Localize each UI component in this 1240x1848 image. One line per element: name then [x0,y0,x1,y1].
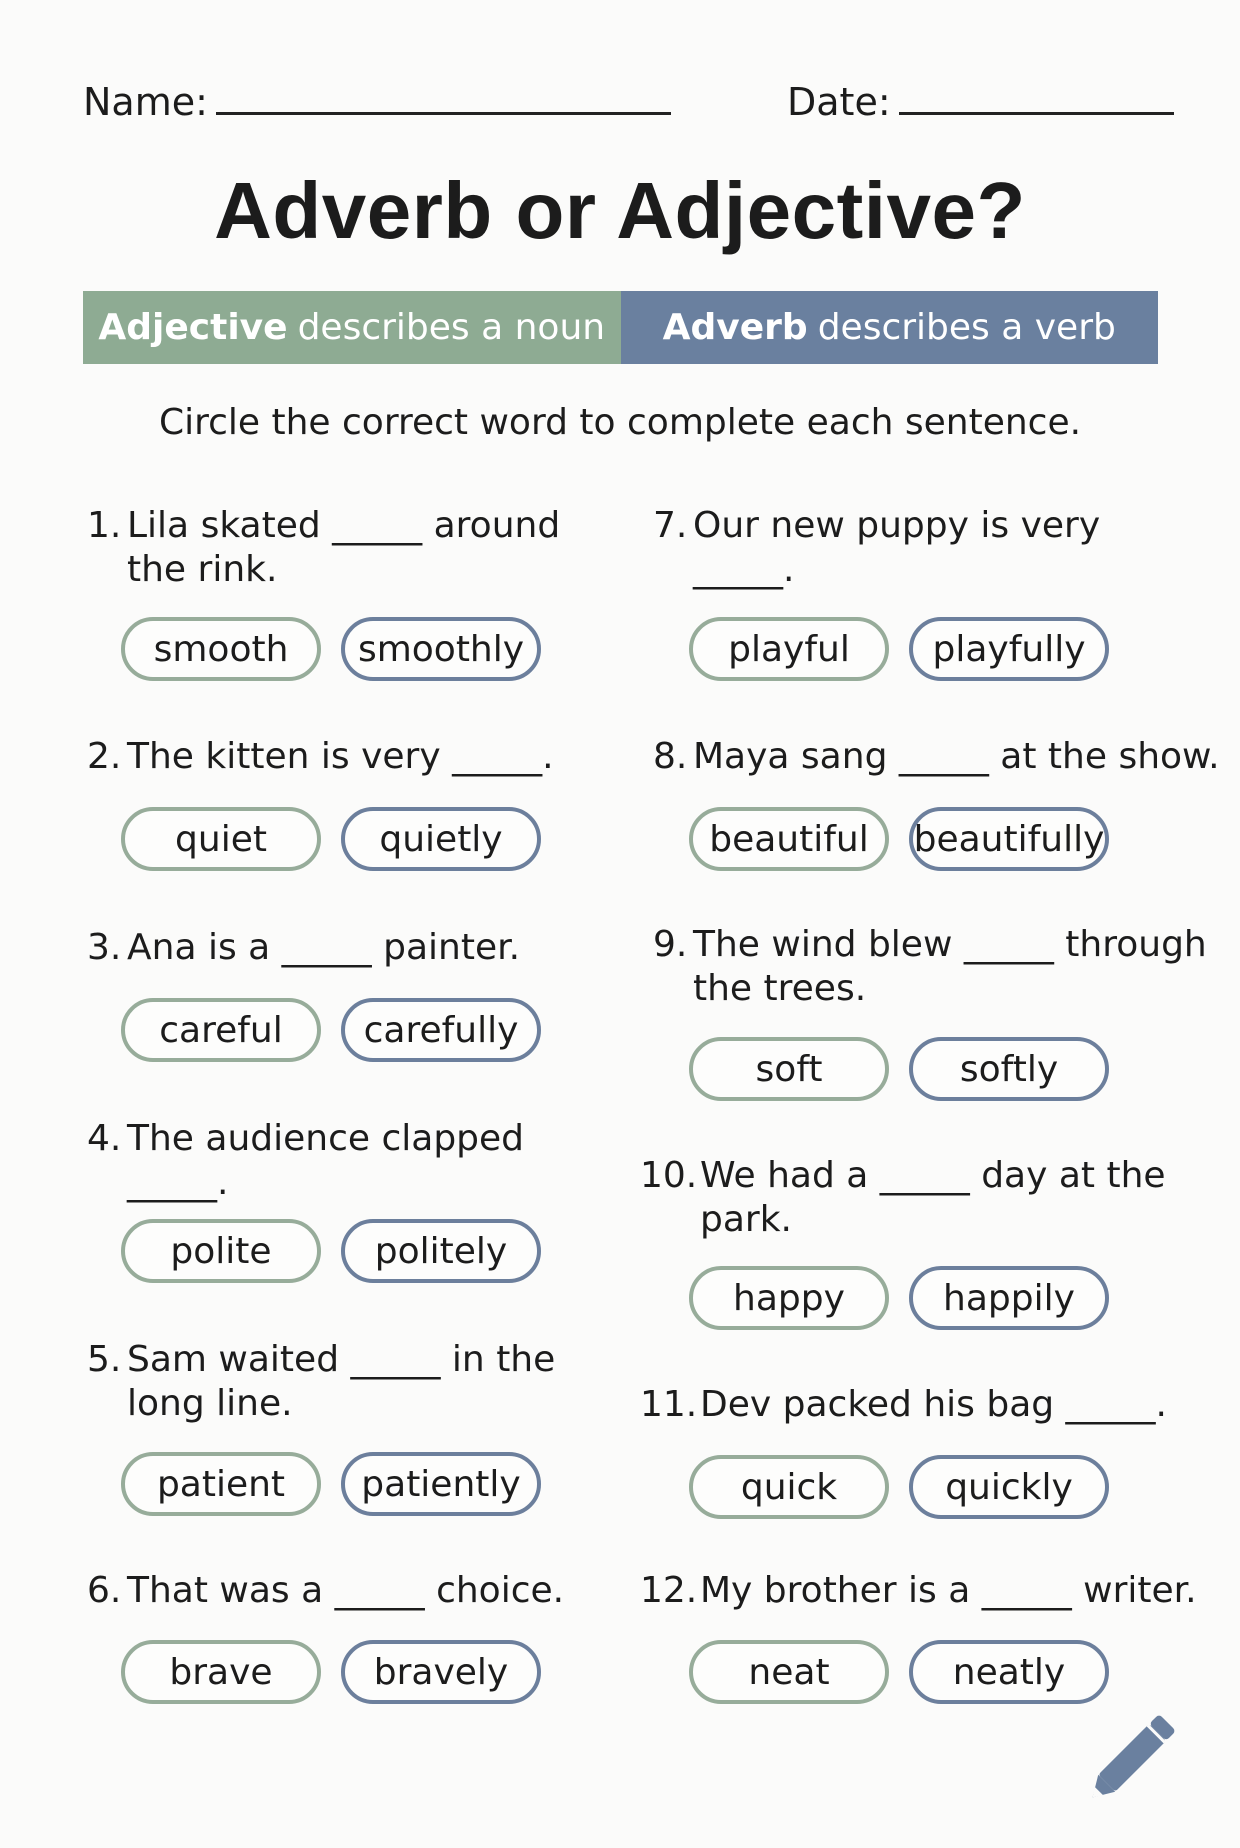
instructions: Circle the correct word to complete each sentence. [158,402,1082,443]
adjective-option[interactable]: quick [689,1455,889,1519]
answer-options-1 [121,617,541,681]
adverb-option[interactable]: happily [909,1266,1109,1330]
adverb-option[interactable]: politely [341,1219,541,1283]
question-7 [653,504,1100,592]
adjective-option[interactable]: careful [121,998,321,1062]
question-1 [87,504,560,592]
adjective-option[interactable]: neat [689,1640,889,1704]
question-6 [87,1569,564,1613]
adverb-option[interactable]: quickly [909,1455,1109,1519]
question-2 [87,735,554,779]
question-number: 7. [653,505,688,546]
question-number: 5. [87,1339,122,1380]
adjective-option[interactable]: happy [689,1266,889,1330]
date-field [787,80,1174,124]
adverb-option[interactable]: neatly [909,1640,1109,1704]
question-5 [87,1338,555,1426]
date-label: Date: [787,80,891,124]
question-text-line-2: park. [700,1199,793,1240]
question-text-line-1: Sam waited _____ in the [127,1339,556,1380]
adverb-option[interactable]: softly [909,1037,1109,1101]
question-9 [653,923,1207,1011]
question-text-line-1: Maya sang _____ at the show. [693,736,1220,777]
question-text-line-1: My brother is a _____ writer. [700,1570,1197,1611]
date-blank-line[interactable] [899,82,1174,115]
question-8 [653,735,1220,779]
question-10 [640,1154,1166,1242]
question-number: 12. [640,1570,698,1611]
answer-options-9 [689,1037,1109,1101]
adjective-definition [83,291,621,364]
definition-banner [83,291,1158,364]
adjective-rest: describes a noun [297,307,606,348]
question-text-line-2: the rink. [127,549,278,590]
adjective-option[interactable]: playful [689,617,889,681]
question-text-line-1: The kitten is very _____. [127,736,554,777]
question-11 [640,1383,1167,1427]
question-text-line-1: The audience clapped [127,1118,525,1159]
adjective-option[interactable]: quiet [121,807,321,871]
question-number: 9. [653,924,688,965]
adjective-word: Adjective [98,307,288,348]
question-text-line-2: _____. [127,1162,229,1203]
adverb-option[interactable]: smoothly [341,617,541,681]
adverb-definition [621,291,1159,364]
adverb-option[interactable]: carefully [341,998,541,1062]
question-3 [87,926,520,970]
answer-options-4 [121,1219,541,1283]
question-number: 4. [87,1118,122,1159]
adverb-rest: describes a verb [817,307,1116,348]
question-text-line-2: _____. [693,549,795,590]
adverb-option[interactable]: quietly [341,807,541,871]
question-number: 8. [653,736,688,777]
answer-options-7 [689,617,1109,681]
question-text-line-1: That was a _____ choice. [127,1570,565,1611]
answer-options-2 [121,807,541,871]
question-number: 11. [640,1384,698,1425]
question-text-line-1: The wind blew _____ through [693,924,1207,965]
adjective-option[interactable]: beautiful [689,807,889,871]
adverb-word: Adverb [662,307,808,348]
question-text-line-1: Dev packed his bag _____. [700,1384,1167,1425]
adjective-option[interactable]: patient [121,1452,321,1516]
question-4 [87,1117,524,1205]
adjective-option[interactable]: smooth [121,617,321,681]
question-text-line-1: Lila skated _____ around [127,505,561,546]
adjective-option[interactable]: brave [121,1640,321,1704]
adjective-option[interactable]: polite [121,1219,321,1283]
question-number: 10. [640,1155,698,1196]
answer-options-5 [121,1452,541,1516]
question-number: 1. [87,505,122,546]
question-text-line-1: We had a _____ day at the [700,1155,1166,1196]
question-text-line-2: the trees. [693,968,867,1009]
adverb-option[interactable]: patiently [341,1452,541,1516]
question-number: 6. [87,1570,122,1611]
adverb-option[interactable]: beautifully [909,807,1109,871]
answer-options-10 [689,1266,1109,1330]
answer-options-3 [121,998,541,1062]
answer-options-11 [689,1455,1109,1519]
answer-options-8 [689,807,1109,871]
question-text-line-1: Ana is a _____ painter. [127,927,521,968]
question-number: 2. [87,736,122,777]
name-label: Name: [83,80,208,124]
question-text-line-2: long line. [127,1383,293,1424]
adverb-option[interactable]: playfully [909,617,1109,681]
question-12 [640,1569,1197,1613]
answer-options-6 [121,1640,541,1704]
adjective-option[interactable]: soft [689,1037,889,1101]
answer-options-12 [689,1640,1109,1704]
name-field [83,80,671,124]
worksheet-title: Adverb or Adjective? [214,166,1026,255]
question-text-line-1: Our new puppy is very [693,505,1101,546]
name-blank-line[interactable] [216,82,671,115]
adverb-option[interactable]: bravely [341,1640,541,1704]
question-number: 3. [87,927,122,968]
pencil-icon [1075,1695,1195,1815]
